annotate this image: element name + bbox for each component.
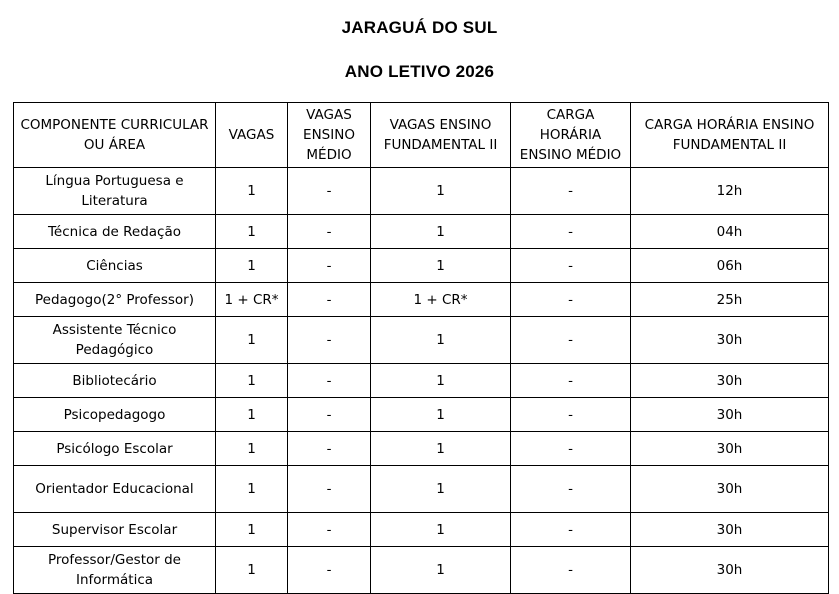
cell-carga-medio: - [511, 168, 631, 215]
table-row [14, 432, 829, 466]
cell-vagas-medio: - [288, 168, 371, 215]
table-row [14, 215, 829, 249]
table-row [14, 317, 829, 364]
cell-vagas: 1 [216, 215, 288, 249]
cell-carga-medio: - [511, 317, 631, 364]
cell-componente: Psicopedagogo [14, 398, 216, 432]
table-row [14, 249, 829, 283]
cell-carga-fundamental: 06h [631, 249, 829, 283]
cell-carga-medio: - [511, 547, 631, 594]
cell-carga-fundamental: 30h [631, 364, 829, 398]
cell-vagas: 1 [216, 513, 288, 547]
cell-vagas: 1 [216, 547, 288, 594]
cell-vagas-fundamental: 1 [371, 432, 511, 466]
cell-carga-medio: - [511, 398, 631, 432]
cell-carga-medio: - [511, 513, 631, 547]
cell-carga-fundamental: 30h [631, 317, 829, 364]
cell-vagas-fundamental: 1 [371, 168, 511, 215]
cell-vagas: 1 [216, 432, 288, 466]
cell-vagas-fundamental: 1 [371, 249, 511, 283]
cell-vagas: 1 [216, 168, 288, 215]
cell-vagas-medio: - [288, 513, 371, 547]
cell-vagas: 1 + CR* [216, 283, 288, 317]
cell-vagas-fundamental: 1 [371, 364, 511, 398]
document-title: JARAGUÁ DO SUL [341, 18, 498, 37]
cell-componente: Supervisor Escolar [14, 513, 216, 547]
cell-vagas: 1 [216, 317, 288, 364]
cell-carga-medio: - [511, 249, 631, 283]
cell-vagas: 1 [216, 398, 288, 432]
cell-carga-fundamental: 04h [631, 215, 829, 249]
table-row [14, 168, 829, 215]
cell-vagas-fundamental: 1 [371, 398, 511, 432]
cell-componente: Psicólogo Escolar [14, 432, 216, 466]
table-header-row [14, 103, 829, 168]
cell-vagas-medio: - [288, 398, 371, 432]
cell-vagas-medio: - [288, 317, 371, 364]
cell-componente: Bibliotecário [14, 364, 216, 398]
cell-componente: Língua Portuguesa e Literatura [14, 168, 216, 215]
cell-vagas-fundamental: 1 + CR* [371, 283, 511, 317]
document-subtitle: ANO LETIVO 2026 [344, 62, 495, 81]
header-vagas-fundamental: VAGAS ENSINO FUNDAMENTAL II [371, 103, 511, 168]
cell-vagas: 1 [216, 466, 288, 513]
cell-vagas-fundamental: 1 [371, 513, 511, 547]
cell-carga-medio: - [511, 364, 631, 398]
header-vagas-ensino-medio: VAGAS ENSINO MÉDIO [288, 103, 371, 168]
cell-carga-medio: - [511, 432, 631, 466]
table-row [14, 398, 829, 432]
cell-vagas-medio: - [288, 432, 371, 466]
cell-carga-fundamental: 30h [631, 432, 829, 466]
cell-carga-fundamental: 25h [631, 283, 829, 317]
cell-carga-fundamental: 30h [631, 466, 829, 513]
cell-carga-medio: - [511, 283, 631, 317]
cell-carga-medio: - [511, 215, 631, 249]
cell-vagas-fundamental: 1 [371, 317, 511, 364]
cell-vagas-fundamental: 1 [371, 466, 511, 513]
cell-vagas-fundamental: 1 [371, 547, 511, 594]
cell-vagas-medio: - [288, 249, 371, 283]
cell-vagas: 1 [216, 249, 288, 283]
cell-componente: Técnica de Redação [14, 215, 216, 249]
cell-componente: Ciências [14, 249, 216, 283]
header-vagas: VAGAS [216, 103, 288, 168]
cell-carga-fundamental: 30h [631, 398, 829, 432]
cell-componente: Professor/Gestor de Informática [14, 547, 216, 594]
cell-vagas-medio: - [288, 215, 371, 249]
cell-carga-fundamental: 12h [631, 168, 829, 215]
table-row [14, 547, 829, 594]
cell-vagas-medio: - [288, 547, 371, 594]
cell-vagas-medio: - [288, 364, 371, 398]
vacancies-table [13, 102, 829, 594]
cell-vagas-medio: - [288, 466, 371, 513]
cell-componente: Pedagogo(2° Professor) [14, 283, 216, 317]
table-row [14, 466, 829, 513]
cell-vagas-medio: - [288, 283, 371, 317]
table-row [14, 364, 829, 398]
cell-vagas: 1 [216, 364, 288, 398]
header-carga-medio: CARGA HORÁRIA ENSINO MÉDIO [511, 103, 631, 168]
cell-vagas-fundamental: 1 [371, 215, 511, 249]
table-row [14, 283, 829, 317]
cell-carga-medio: - [511, 466, 631, 513]
header-componente: COMPONENTE CURRICULAR OU ÁREA [14, 103, 216, 168]
header-carga-fundamental: CARGA HORÁRIA ENSINO FUNDAMENTAL II [631, 103, 829, 168]
cell-carga-fundamental: 30h [631, 547, 829, 594]
table-row [14, 513, 829, 547]
cell-componente: Orientador Educacional [14, 466, 216, 513]
cell-componente: Assistente Técnico Pedagógico [14, 317, 216, 364]
cell-carga-fundamental: 30h [631, 513, 829, 547]
